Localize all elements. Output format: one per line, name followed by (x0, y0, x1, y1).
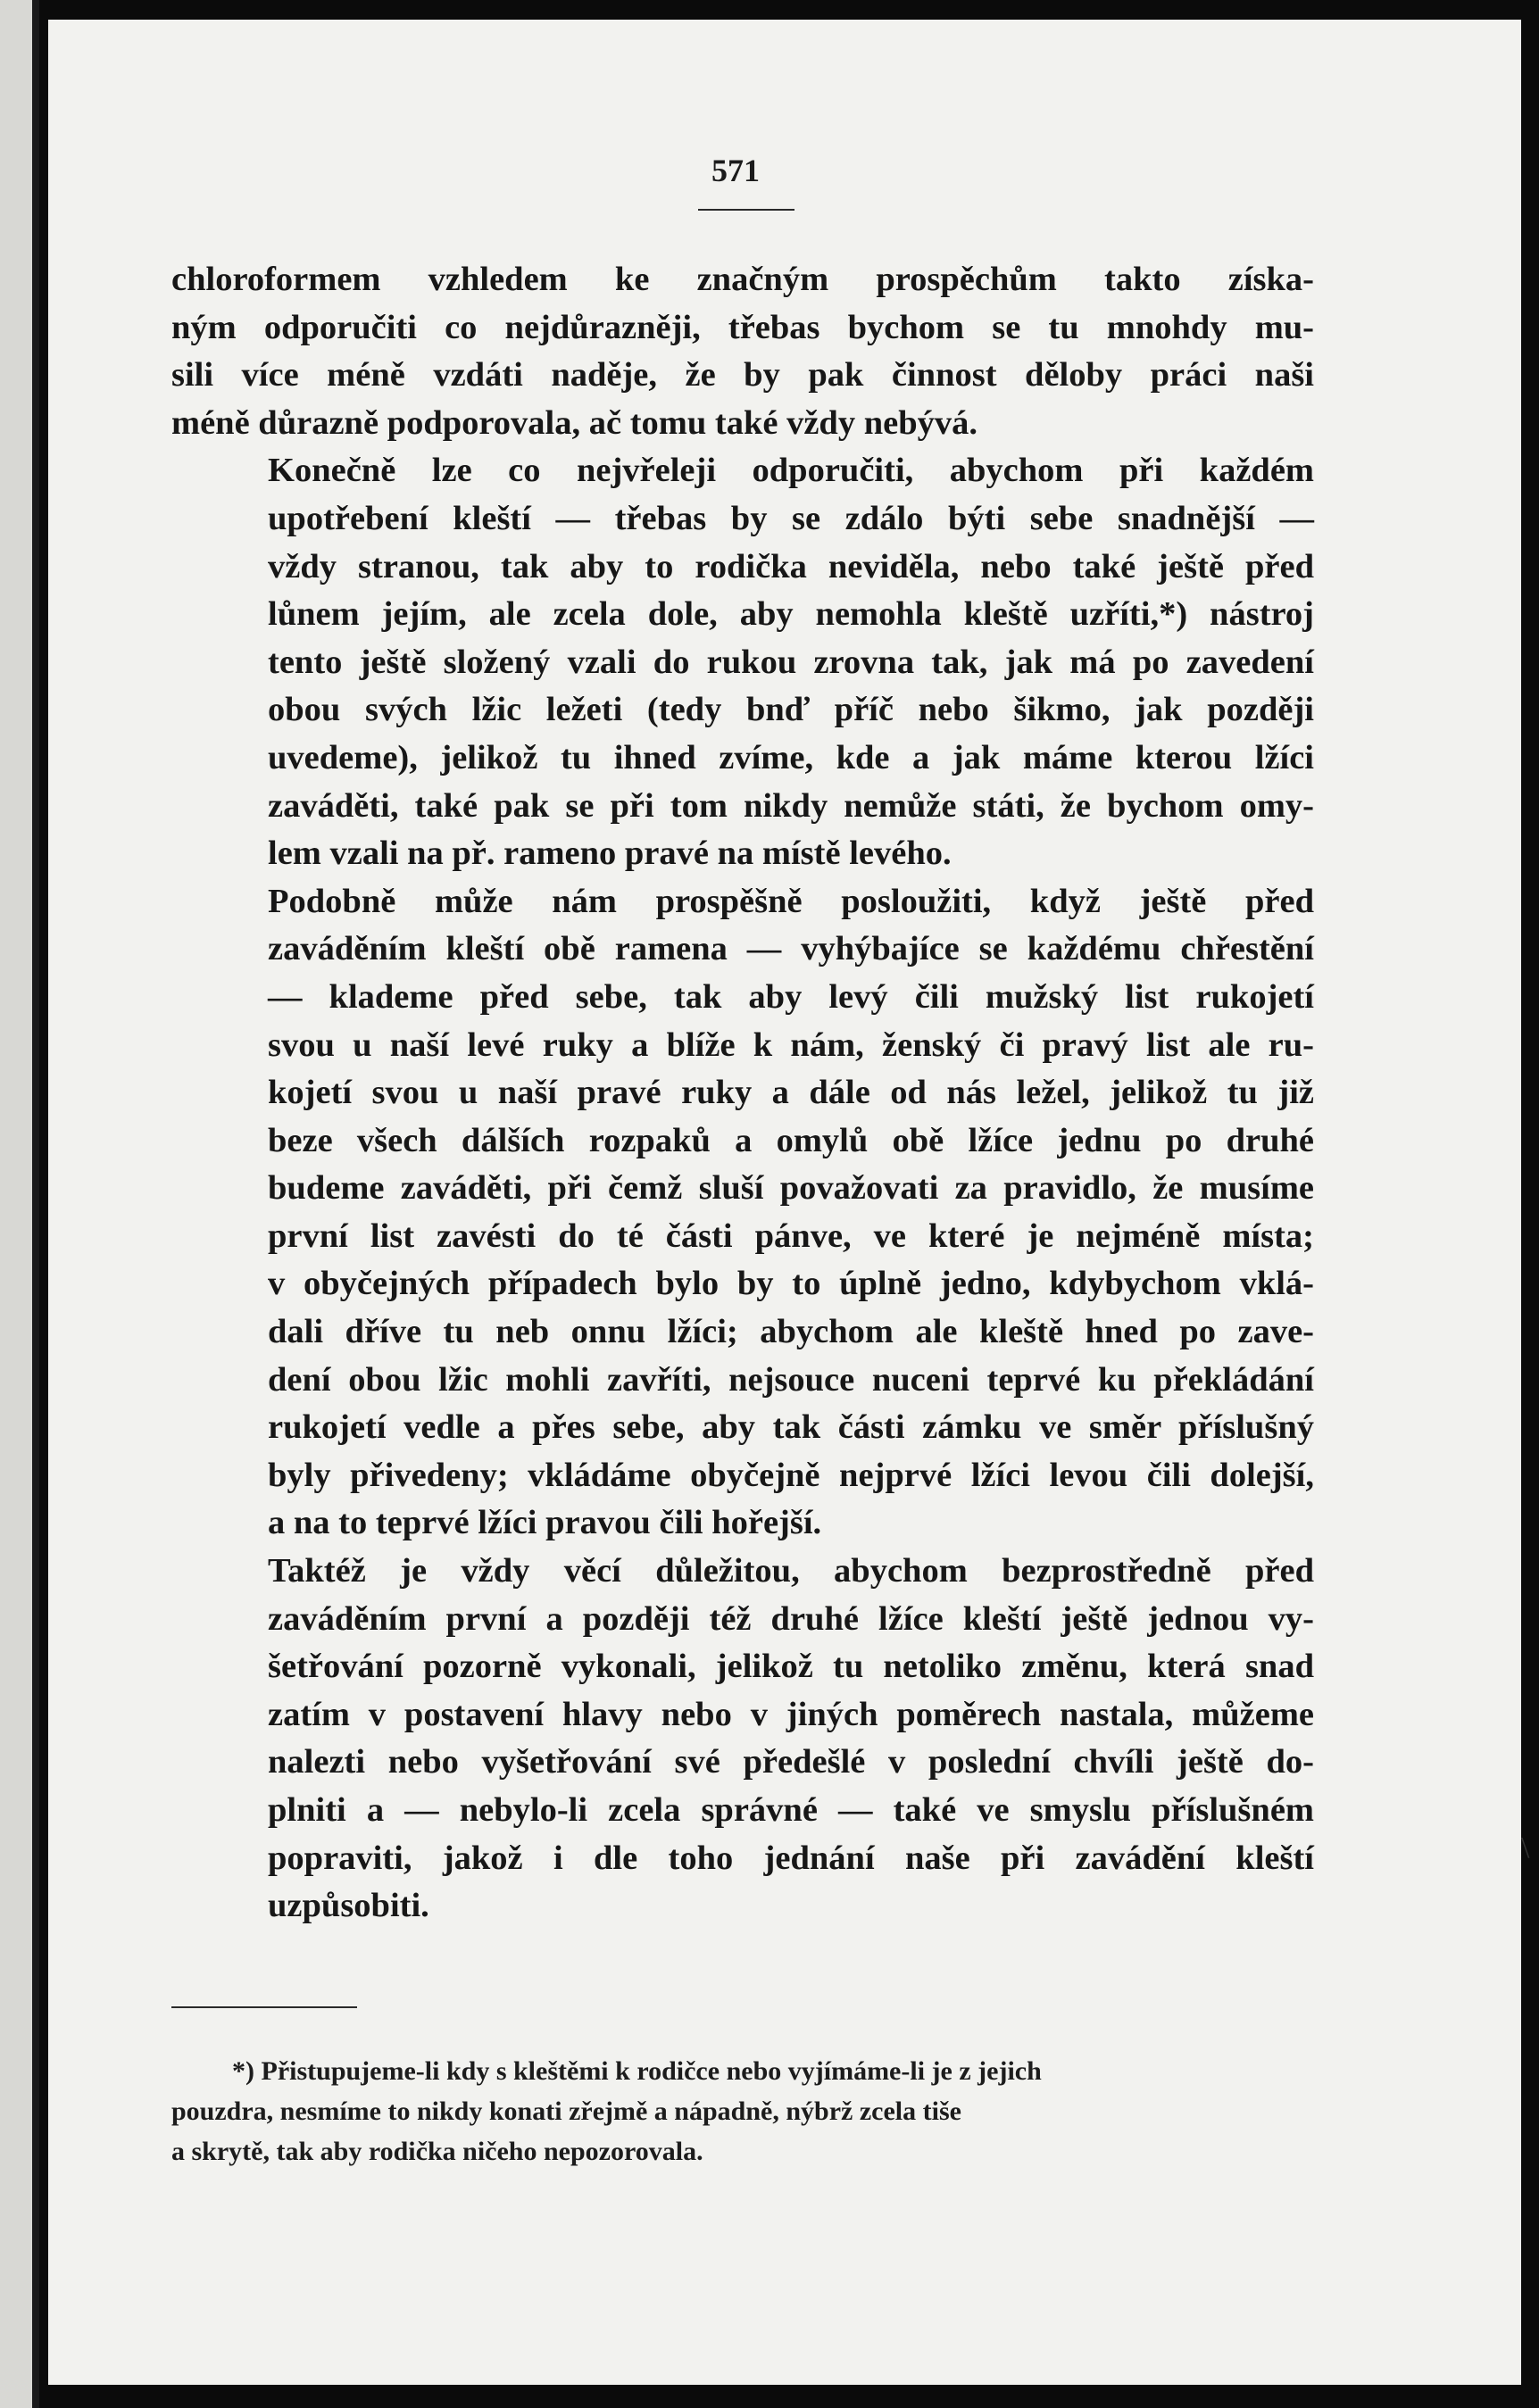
scan-speck: \ (1521, 1831, 1530, 1864)
text-line: Taktéž je vždy věcí důležitou, abychom bezprostředně před (268, 1552, 1314, 1590)
book-page (48, 20, 1530, 2385)
text-line: dení obou lžic mohli zavříti, nejsouce nuceni teprvé ku překládání (268, 1360, 1314, 1399)
paragraph (171, 447, 1314, 877)
paragraph (171, 878, 1314, 1548)
footnote-line: pouzdra, nesmíme to nikdy konati zřejmě a nápadně, nýbrž zcela tiše (171, 2097, 961, 2126)
text-line: popraviti, jakož i dle toho jednání naše při zavádění kleští (268, 1839, 1314, 1877)
text-line: plniti a — nebylo-li zcela správné — také ve smyslu příslušném (268, 1791, 1314, 1829)
paragraph (171, 1548, 1314, 1931)
footnote-line: *) Přistupujeme-li kdy s kleštěmi k rodičce nebo vyjímáme-li je z jejich (232, 2056, 1042, 2086)
text-line: uvedeme), jelikož tu ihned zvíme, kde a jak máme kterou lžíci (268, 738, 1314, 776)
text-line: nalezti nebo vyšetřování své předešlé v poslední chvíli ještě do- (268, 1743, 1314, 1781)
footnote (171, 2051, 1314, 2171)
text-line: první list zavésti do té části pánve, ve které je nejméně místa; (268, 1216, 1314, 1255)
page-number: 571 (711, 153, 760, 188)
text-line: Konečně lze co nejvřeleji odporučiti, abychom při každém (268, 452, 1314, 490)
paragraph (171, 256, 1314, 447)
text-line: zatím v postavení hlavy nebo v jiných poměrech nastala, můžeme (268, 1695, 1314, 1733)
text-line: upotřebení kleští — třebas by se zdálo býti sebe snadnější — (268, 499, 1314, 537)
text-line: Podobně může nám prospěšně posloužiti, když ještě před (268, 882, 1314, 920)
scan-edge-left (0, 0, 32, 2408)
page-number-underline (698, 209, 794, 211)
text-line: zaváděti, také pak se při tom nikdy nemůže státi, že bychom omy- (268, 786, 1314, 825)
text-line: — klademe před sebe, tak aby levý čili mužský list rukojetí (268, 977, 1314, 1016)
body-text (171, 256, 1314, 1931)
scan-edge-shadow (32, 0, 39, 2408)
text-line: beze všech dálších rozpaků a omylů obě lžíce jednu po druhé (268, 1121, 1314, 1159)
text-line: zaváděním kleští obě ramena — vyhýbajíce se každému chřestění (268, 930, 1314, 968)
text-line: uzpůsobiti. (268, 1887, 429, 1925)
text-line: rukojetí vedle a přes sebe, aby tak části zámku ve směr příslušný (268, 1408, 1314, 1447)
text-line: lůnem jejím, ale zcela dole, aby nemohla kleště uzříti,*) nástroj (268, 595, 1314, 634)
text-line: vždy stranou, tak aby to rodička neviděla, nebo také ještě před (268, 547, 1314, 585)
text-line: v obyčejných případech bylo by to úplně jedno, kdybychom vklá- (268, 1265, 1314, 1303)
text-line: ným odporučiti co nejdůrazněji, třebas bychom se tu mnohdy mu- (171, 308, 1314, 346)
text-line: a na to teprvé lžíci pravou čili hořejší. (268, 1504, 822, 1542)
footnote-line: a skrytě, tak aby rodička ničeho nepozorovala. (171, 2137, 703, 2166)
text-line: méně důrazně podporovala, ač tomu také vždy nebývá. (171, 403, 977, 442)
text-line: budeme zaváděti, při čemž sluší považovati za pravidlo, že musíme (268, 1169, 1314, 1208)
text-line: sili více méně vzdáti naděje, že by pak činnost děloby práci naši (171, 356, 1314, 394)
text-line: byly přivedeny; vkládáme obyčejně nejprvé lžíci levou čili dolejší, (268, 1456, 1314, 1494)
text-line: kojetí svou u naší pravé ruky a dále od nás ležel, jelikož tu již (268, 1074, 1314, 1112)
text-line: zaváděním první a později též druhé lžíce kleští ještě jednou vy- (268, 1599, 1314, 1638)
text-line: šetřování pozorně vykonali, jelikož tu netoliko změnu, která snad (268, 1648, 1314, 1686)
footnote-separator (171, 2006, 357, 2008)
text-line: svou u naší levé ruky a blíže k nám, ženský či pravý list ale ru- (268, 1025, 1314, 1064)
text-line: dali dříve tu neb onnu lžíci; abychom ale kleště hned po zave- (268, 1313, 1314, 1351)
text-line: lem vzali na př. rameno pravé na místě levého. (268, 834, 952, 873)
text-line: tento ještě složený vzali do rukou zrovna tak, jak má po zavedení (268, 643, 1314, 681)
text-line: chloroformem vzhledem ke značným prospěchům takto získa- (171, 261, 1314, 298)
text-line: obou svých lžic ležeti (tedy bnď příč nebo šikmo, jak později (268, 691, 1314, 729)
